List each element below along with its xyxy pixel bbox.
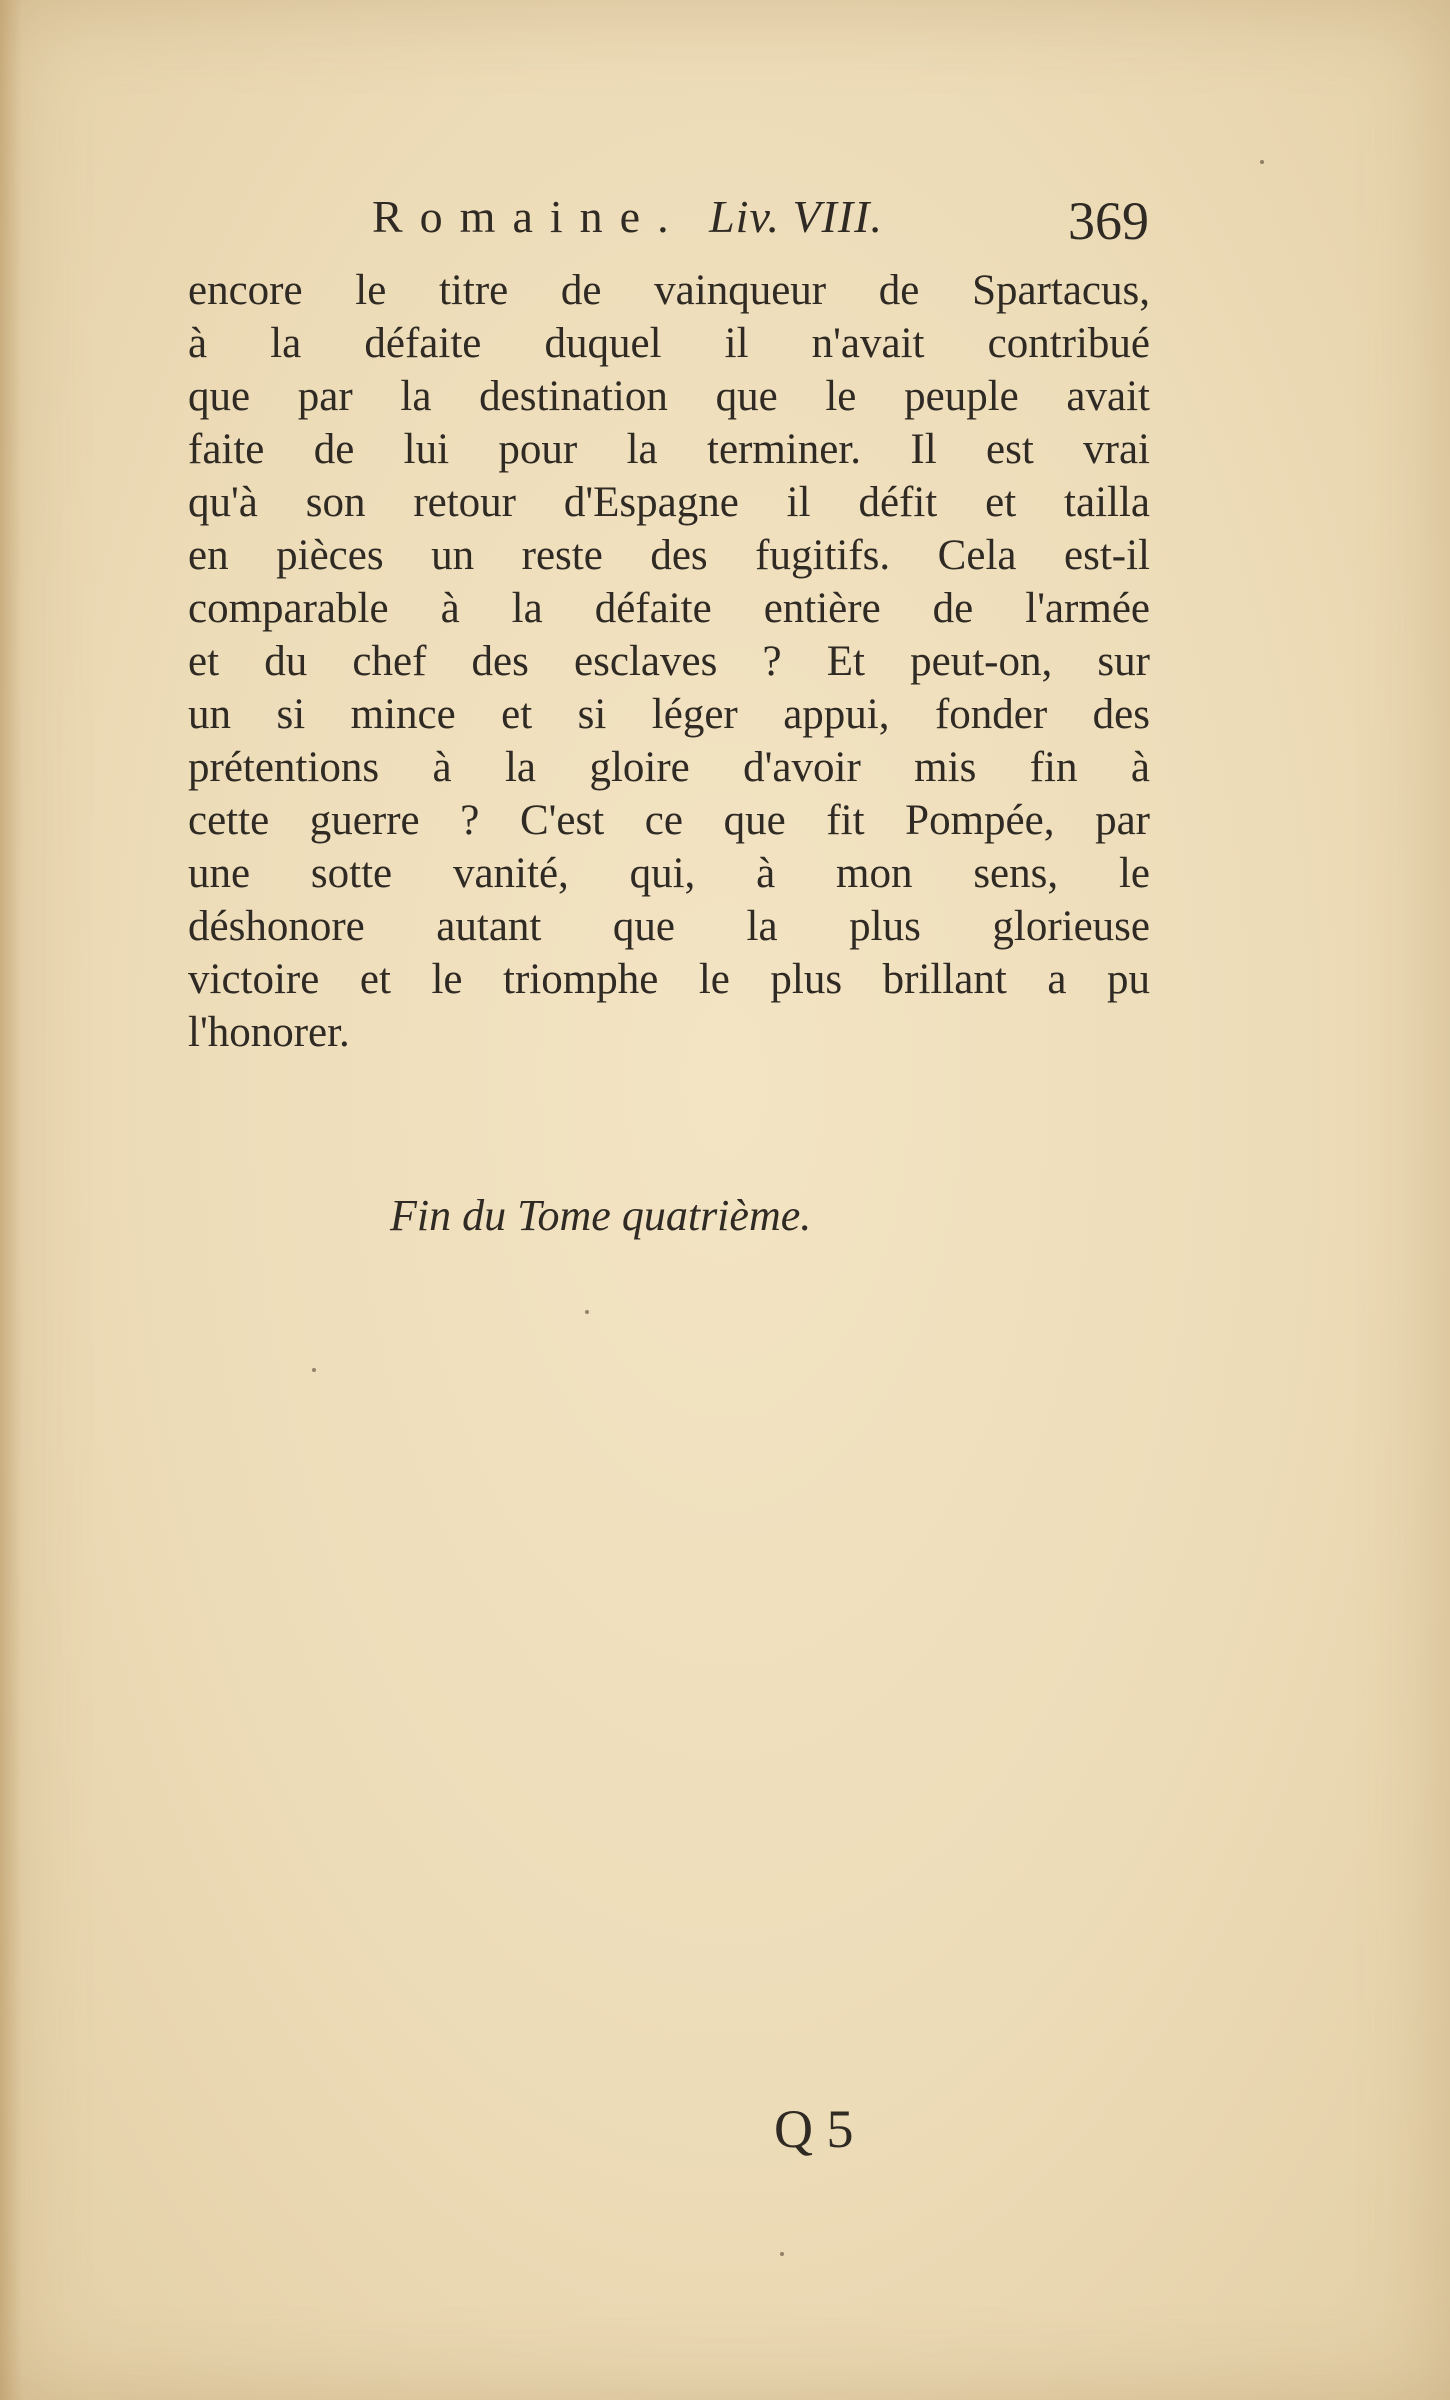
text-line: prétentions à la gloire d'avoir mis fin à <box>188 744 1150 791</box>
page-number: 369 <box>1068 191 1149 251</box>
text-line: en pièces un reste des fugitifs. Cela est-il <box>188 532 1150 579</box>
text-line: une sotte vanité, qui, à mon sens, le <box>188 850 1150 897</box>
running-head-book: Liv. VIII. <box>709 191 883 242</box>
text-line: à la défaite duquel il n'avait contribué <box>188 320 1150 367</box>
text-line: encore le titre de vainqueur de Spartacus, <box>188 267 1150 314</box>
text-line: victoire et le triomphe le plus brillant a pu <box>188 956 1150 1003</box>
text-line: l'honorer. <box>188 1009 350 1056</box>
text-line: comparable à la défaite entière de l'armée <box>188 585 1150 632</box>
text-line: cette guerre ? C'est ce que fit Pompée, par <box>188 797 1150 844</box>
text-line: un si mince et si léger appui, fonder des <box>188 691 1150 738</box>
running-head-title: Romaine. <box>372 191 686 242</box>
running-head <box>372 190 1172 260</box>
paper-speck <box>780 2252 784 2256</box>
body-text <box>188 264 1150 1059</box>
spine-shadow <box>0 0 22 2400</box>
text-line: et du chef des esclaves ? Et peut-on, sur <box>188 638 1150 685</box>
paper-speck <box>585 1310 589 1314</box>
closing-note: Fin du Tome quatrième. <box>390 1191 812 1240</box>
text-line: faite de lui pour la terminer. Il est vrai <box>188 426 1150 473</box>
text-line: déshonore autant que la plus glorieuse <box>188 903 1150 950</box>
text-line: que par la destination que le peuple avait <box>188 373 1150 420</box>
signature-mark: Q 5 <box>774 2099 854 2159</box>
text-line: qu'à son retour d'Espagne il défit et tailla <box>188 479 1150 526</box>
paper-speck <box>1260 160 1264 164</box>
paper-speck <box>312 1368 316 1372</box>
